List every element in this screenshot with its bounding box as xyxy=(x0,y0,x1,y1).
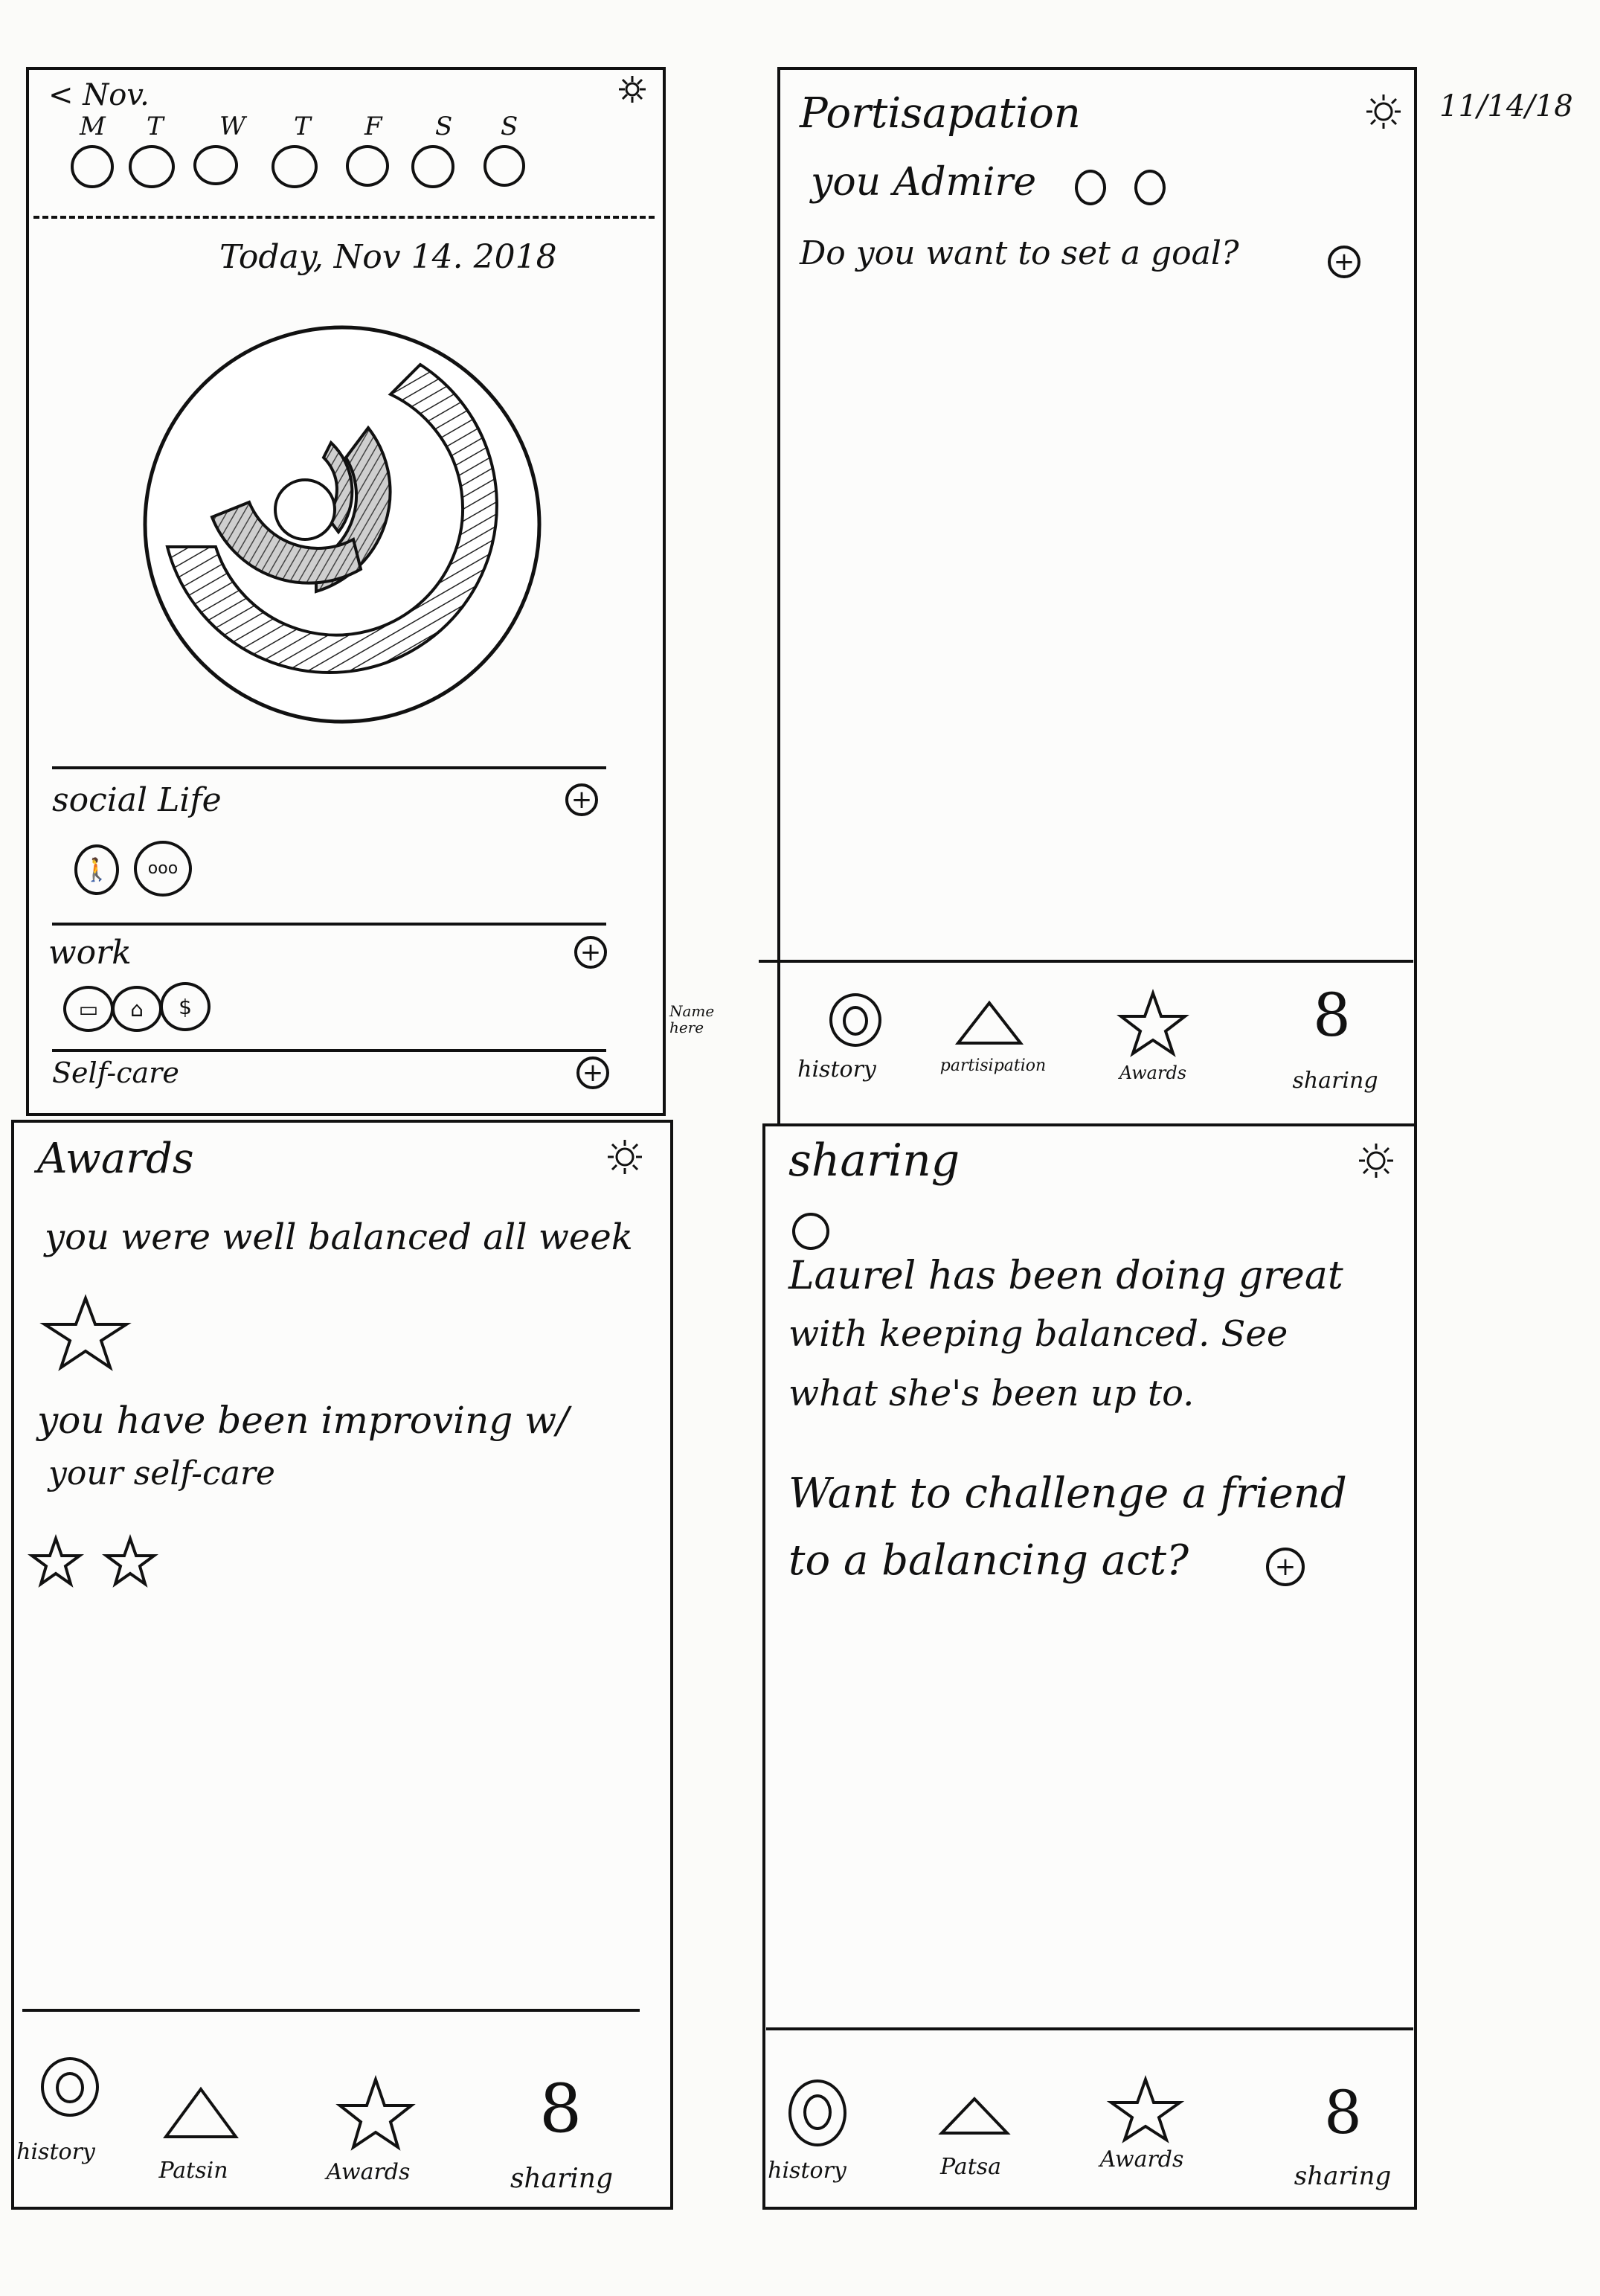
star-icon xyxy=(1119,990,1186,1056)
tab-bar-divider xyxy=(759,960,1413,963)
triangle-icon xyxy=(952,997,1026,1049)
weekday-label: S xyxy=(435,112,453,141)
friend-update: with keeping balanced. See xyxy=(788,1313,1288,1355)
month-selector[interactable]: < Nov. xyxy=(48,78,150,112)
tab-sharing[interactable] xyxy=(1287,2078,1398,2202)
day-circle[interactable] xyxy=(129,145,175,188)
computer-icon[interactable]: ▭ xyxy=(63,986,114,1032)
tab-label: partisipation xyxy=(939,1056,1047,1075)
margin-note: Name here xyxy=(669,1002,715,1036)
admired-avatar[interactable] xyxy=(1134,170,1166,205)
add-work-button[interactable]: + xyxy=(574,936,607,969)
tab-label: Awards xyxy=(1119,1062,1187,1083)
tab-participation[interactable] xyxy=(934,982,1053,1094)
tab-label: Awards xyxy=(1099,2146,1184,2172)
today-date: Today, Nov 14. 2018 xyxy=(219,238,557,276)
week-strip xyxy=(71,112,532,201)
friend-update: what she's been up to. xyxy=(788,1373,1195,1414)
tab-label: history xyxy=(16,2139,95,2165)
section-label-self-care: Self-care xyxy=(52,1056,179,1089)
participation-title: Portisapation xyxy=(800,89,1081,138)
add-goal-button[interactable]: + xyxy=(1328,246,1360,278)
challenge-friend-button[interactable]: + xyxy=(1266,1548,1305,1586)
tab-participation[interactable] xyxy=(145,2076,257,2187)
sketch-date-note: 11/14/18 xyxy=(1439,89,1573,124)
tab-history[interactable] xyxy=(16,2042,130,2176)
weekday-label: T xyxy=(294,112,311,141)
day-circle[interactable] xyxy=(272,145,318,188)
challenge-prompt: Want to challenge a friend xyxy=(788,1469,1347,1518)
day-circle[interactable] xyxy=(346,145,389,187)
balance-chart-illustration[interactable] xyxy=(138,324,547,725)
award-star-icon xyxy=(30,1536,82,1588)
day-circle[interactable] xyxy=(483,145,525,187)
tab-label: sharing xyxy=(1292,1068,1378,1094)
week-divider xyxy=(33,216,655,219)
section-label-work: work xyxy=(48,934,132,972)
tab-awards[interactable] xyxy=(1101,982,1205,1094)
home-icon[interactable]: ⌂ xyxy=(112,986,162,1032)
section-divider xyxy=(52,923,606,926)
day-circle[interactable] xyxy=(411,145,454,188)
sun-settings-icon[interactable] xyxy=(1365,93,1402,130)
tab-label: history xyxy=(797,1056,876,1083)
social-life-activities xyxy=(74,841,223,900)
sharing-icon: 8 xyxy=(1313,981,1351,1050)
day-circle[interactable] xyxy=(71,145,114,188)
weekday-label: F xyxy=(364,112,382,141)
tab-bar-divider xyxy=(766,2027,1413,2030)
history-icon-inner xyxy=(803,2094,832,2130)
tab-label: Awards xyxy=(326,2159,411,2185)
award-star-icon xyxy=(37,1295,134,1369)
walking-person-icon[interactable]: 🚶 xyxy=(74,844,119,895)
challenge-prompt: to a balancing act? xyxy=(788,1536,1189,1585)
admired-avatar[interactable] xyxy=(1075,170,1106,205)
star-icon xyxy=(338,2076,413,2150)
awards-title: Awards xyxy=(37,1135,194,1183)
history-icon-inner xyxy=(843,1006,868,1036)
tab-label: Patsa xyxy=(939,2154,1002,2180)
tab-label: sharing xyxy=(1294,2161,1392,2191)
work-activities xyxy=(63,982,242,1042)
tab-participation[interactable] xyxy=(922,2083,1026,2195)
tab-label: Patsin xyxy=(158,2158,228,2184)
star-icon xyxy=(1108,2076,1183,2143)
award-message: you have been improving w/ xyxy=(37,1399,569,1442)
day-circle[interactable] xyxy=(193,145,238,185)
tab-awards[interactable] xyxy=(1086,2076,1205,2187)
tab-awards[interactable] xyxy=(305,2076,431,2187)
sun-settings-icon[interactable] xyxy=(606,1138,643,1176)
history-icon-inner xyxy=(56,2072,84,2103)
tab-sharing[interactable] xyxy=(1279,982,1391,1101)
money-icon[interactable]: $ xyxy=(160,982,211,1031)
triangle-icon xyxy=(160,2083,242,2143)
award-star-icon xyxy=(104,1536,156,1588)
weekday-label: M xyxy=(80,112,106,141)
tab-label: history xyxy=(768,2158,846,2184)
gear-icon[interactable] xyxy=(617,74,647,104)
admire-label: you Admire xyxy=(811,160,1037,205)
group-icon[interactable]: ooo xyxy=(134,841,192,897)
add-self-care-button[interactable]: + xyxy=(576,1056,609,1089)
sharing-icon: 8 xyxy=(1324,2078,1362,2147)
friend-avatar[interactable] xyxy=(792,1213,829,1250)
tab-bar-divider xyxy=(22,2009,640,2012)
tab-label: sharing xyxy=(510,2164,614,2194)
tab-history[interactable] xyxy=(768,2072,885,2206)
weekday-label: T xyxy=(147,112,164,141)
section-divider xyxy=(52,766,606,769)
add-social-life-button[interactable]: + xyxy=(565,783,598,816)
section-label-social-life: social Life xyxy=(52,781,222,819)
weekday-label: W xyxy=(219,112,245,141)
tab-sharing[interactable] xyxy=(506,2070,632,2195)
award-message: you were well balanced all week xyxy=(45,1216,633,1258)
award-message: your self-care xyxy=(48,1455,275,1492)
participation-screen xyxy=(777,67,1417,1131)
tab-history[interactable] xyxy=(788,982,900,1094)
triangle-icon xyxy=(937,2094,1012,2139)
section-divider xyxy=(52,1049,606,1052)
weekday-label: S xyxy=(501,112,518,141)
goal-prompt: Do you want to set a goal? xyxy=(800,234,1239,272)
sharing-title: sharing xyxy=(788,1135,960,1187)
sun-settings-icon[interactable] xyxy=(1358,1142,1395,1179)
sharing-icon: 8 xyxy=(539,2070,582,2148)
friend-update: Laurel has been doing great xyxy=(788,1254,1343,1298)
